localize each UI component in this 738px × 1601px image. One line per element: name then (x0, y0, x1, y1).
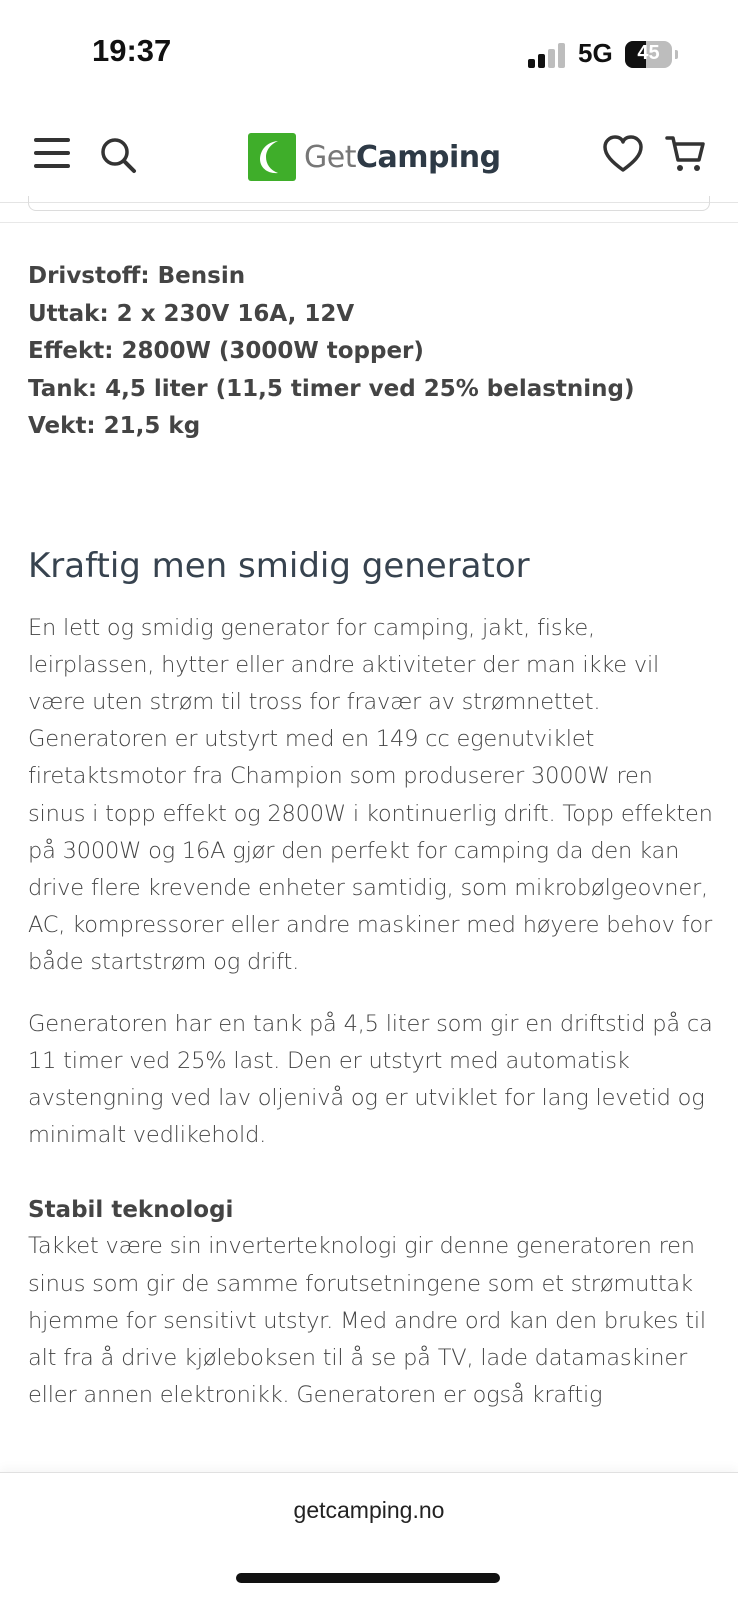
logo-get: Get (304, 139, 356, 175)
subsection-title: Stabil teknologi (28, 1197, 234, 1224)
wishlist-heart-icon[interactable] (602, 134, 644, 174)
product-description (28, 258, 713, 1438)
status-bar (0, 0, 738, 110)
logo-text (304, 140, 501, 175)
description-paragraph-2: Generatoren har en tank på 4,5 liter som gir en driftstid på ca 11 timer ved 25% last. Den er utstyrt med automatisk avstengning ved lav oljenivå og er utviklet for lang levetid og minimalt vedlikehold. (28, 1010, 713, 1149)
spec-item-weight: Vekt: 21,5 kg (28, 413, 201, 439)
site-logo[interactable] (248, 132, 501, 182)
signal-icon (528, 42, 568, 68)
logo-mark (248, 133, 296, 181)
status-time: 19:37 (92, 33, 172, 68)
battery-percent: 45 (637, 42, 660, 64)
cart-icon[interactable] (665, 134, 707, 174)
spec-item-power: Effekt: 2800W (3000W topper) (28, 338, 424, 364)
spec-item-tank: Tank: 4,5 liter (11,5 timer ved 25% belastning) (28, 375, 635, 402)
home-indicator[interactable] (236, 1573, 500, 1583)
site-header (0, 110, 738, 203)
browser-address-bar[interactable] (0, 1472, 738, 1601)
spec-item-fuel: Drivstoff: Bensin (28, 263, 246, 289)
search-icon[interactable] (98, 135, 138, 175)
spec-list (28, 258, 713, 446)
description-paragraph-3: Takket være sin inverterteknologi gir denne generatoren ren sinus som gir de samme forutsetningene som et strømuttak hjemme for sensitivt utstyr. Med andre ord kan den brukes til alt fra å drive kjøleboksen til å se på TV, lade datamaskiner eller annen elektronikk. Generatoren er også kraftig (28, 1233, 706, 1409)
section-title: Kraftig men smidig generator (28, 545, 530, 586)
logo-camping: Camping (355, 139, 501, 175)
url-text[interactable]: getcamping.no (293, 1497, 445, 1523)
description-paragraph-1: En lett og smidig generator for camping, jakt, fiske, leirplassen, hytter eller andre aktiviteter der man ikke vil være uten strøm til tross for fravær av strømnettet. Generatoren er utstyrt med en 149 cc egenutviklet firetaktsmotor fra Champion som produserer 3000W ren sinus i topp effekt og 2800W i kontinuerlig drift. Topp effekten på 3000W og 16A gjør den perfekt for camping da den kan drive flere krevende enheter samtidig, som mikrobølgeovner, AC, kompressorer eller andre maskiner med høyere behov for både startstrøm og drift. (28, 614, 713, 976)
menu-icon[interactable] (34, 138, 70, 168)
battery-icon (625, 41, 672, 68)
divider (0, 222, 738, 223)
spec-item-outlets: Uttak: 2 x 230V 16A, 12V (28, 300, 355, 327)
network-type: 5G (578, 38, 613, 68)
card-edge (28, 196, 710, 211)
battery-tip (675, 50, 678, 59)
